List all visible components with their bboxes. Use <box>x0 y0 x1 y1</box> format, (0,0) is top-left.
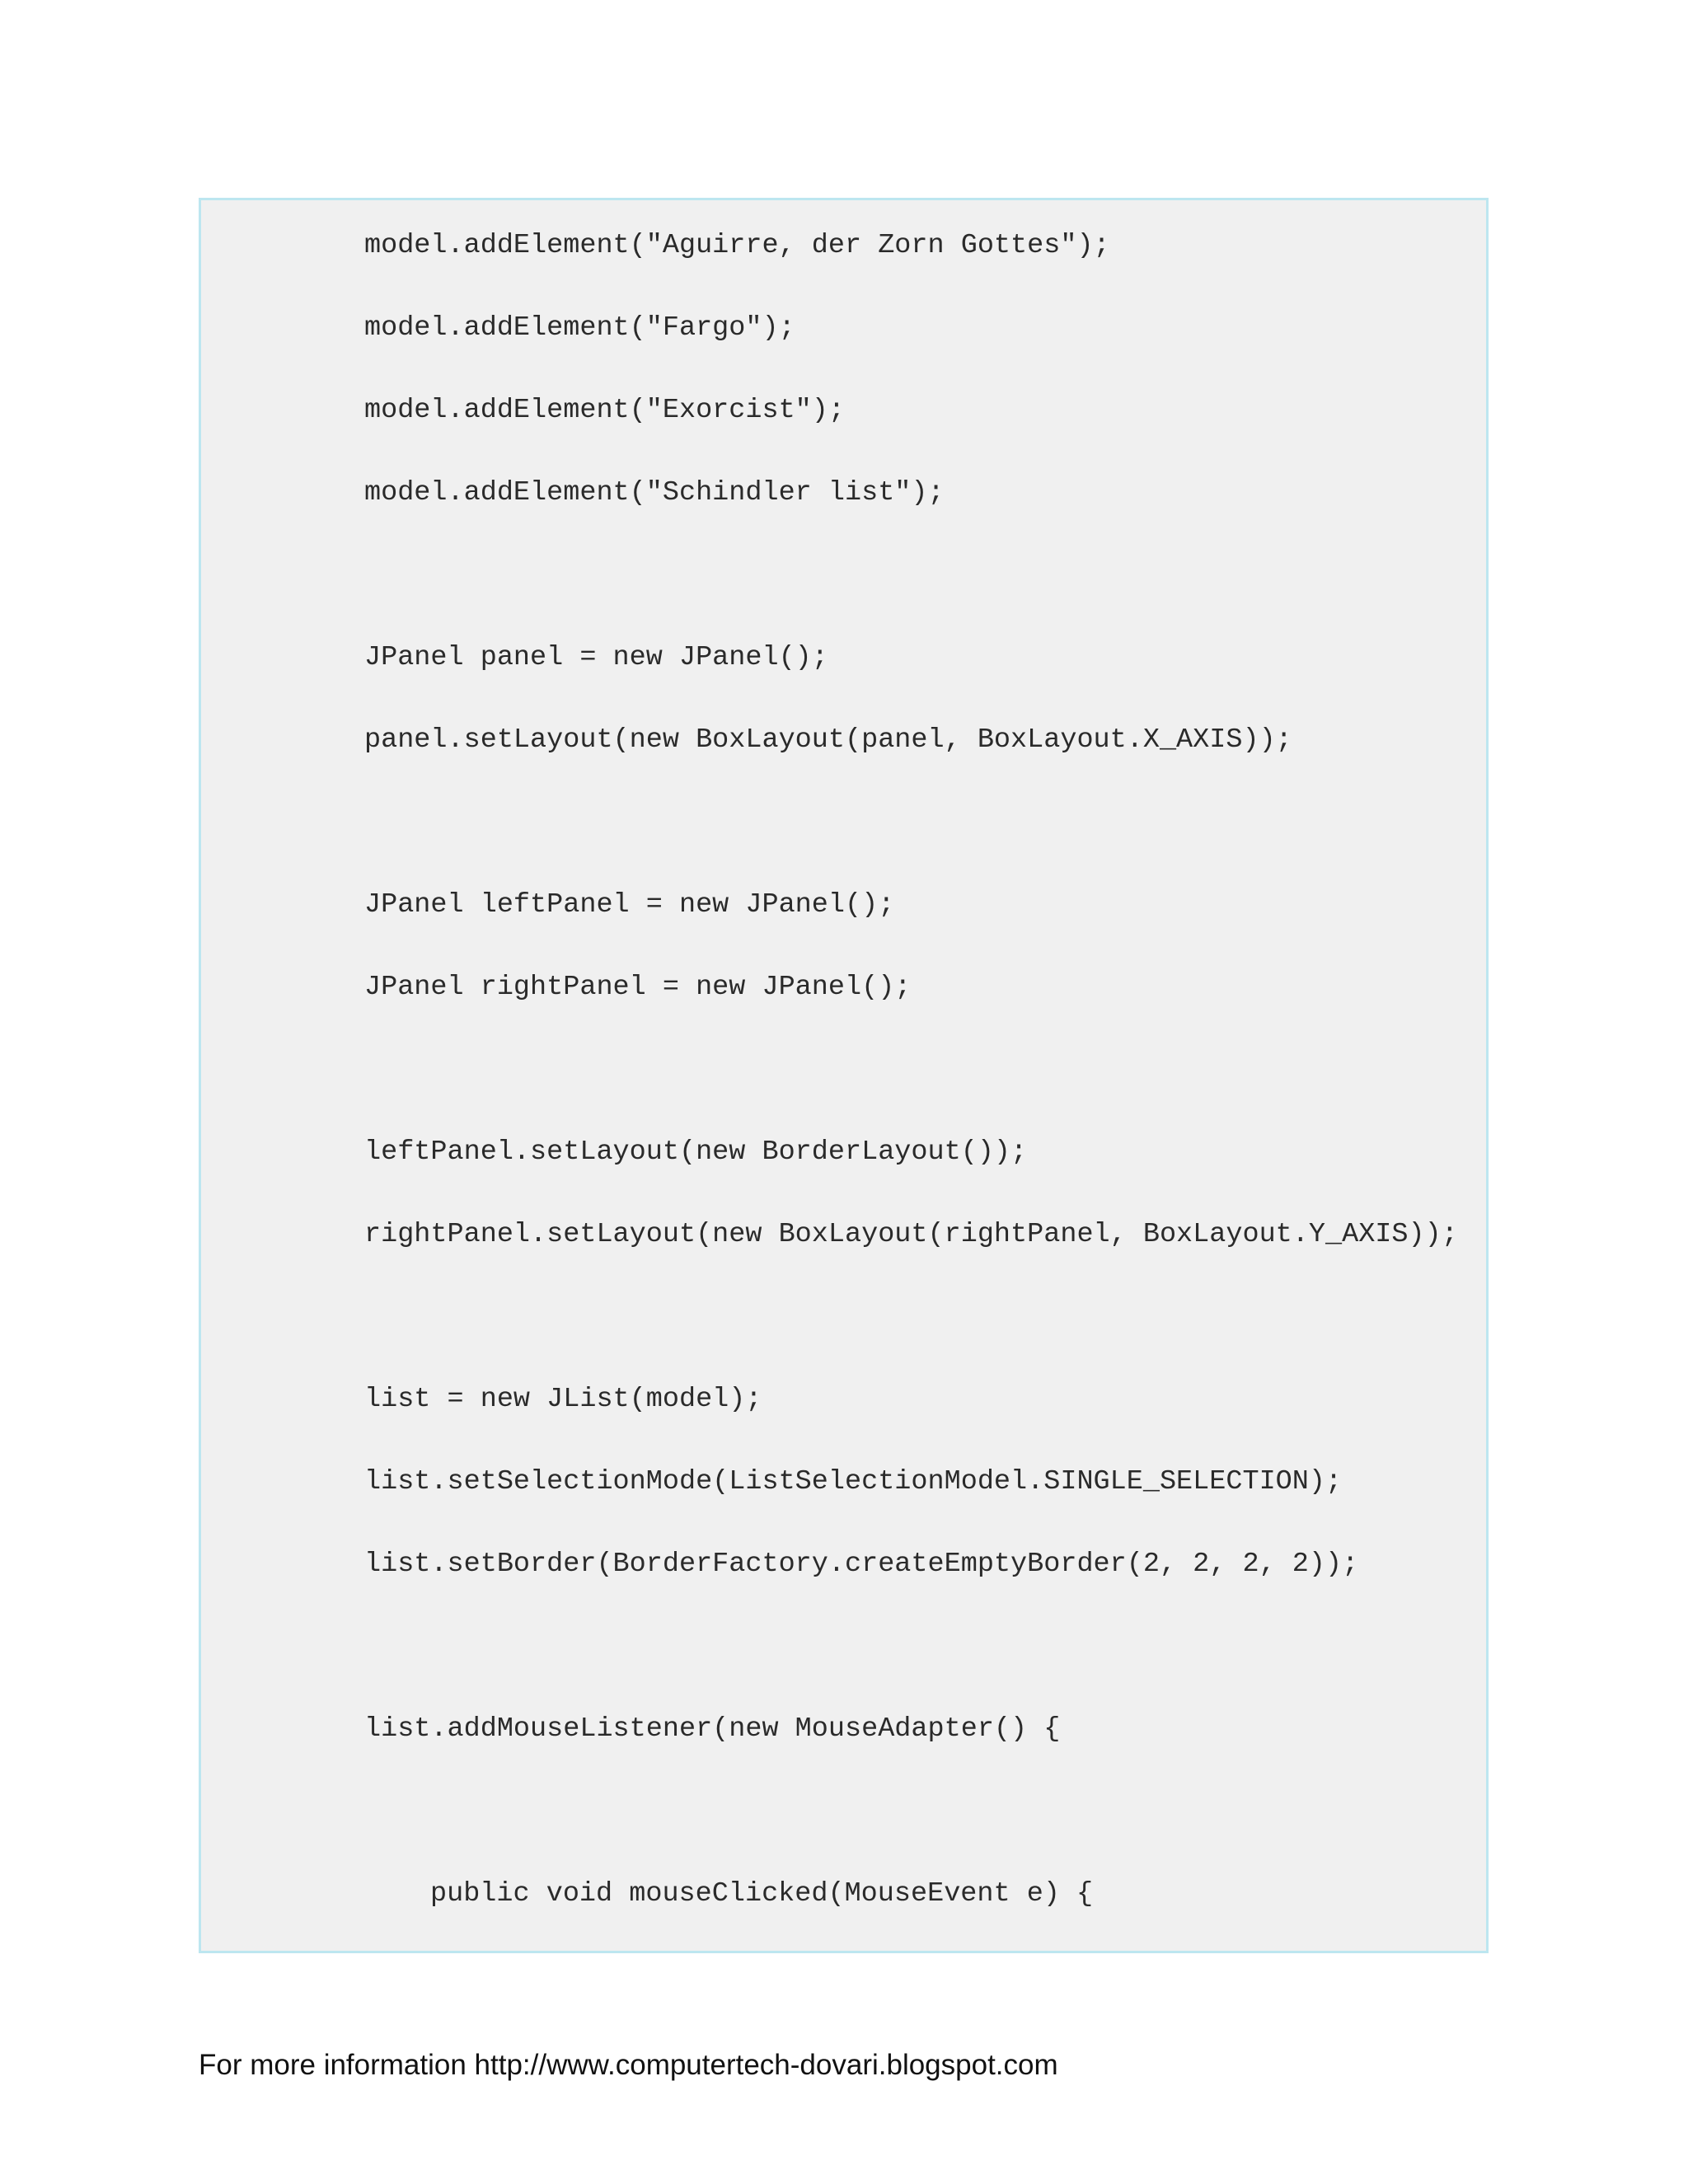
footer-text: For more information http://www.computertech-dovari.blogspot.com <box>199 2049 1058 2081</box>
code-line: leftPanel.setLayout(new BorderLayout()); <box>364 1137 1028 1168</box>
code-line: JPanel rightPanel = new JPanel(); <box>364 972 912 1003</box>
code-line: list = new JList(model); <box>364 1384 762 1415</box>
code-line: JPanel panel = new JPanel(); <box>364 642 828 673</box>
code-line: JPanel leftPanel = new JPanel(); <box>364 889 895 921</box>
code-line: model.addElement("Exorcist"); <box>364 395 845 426</box>
code-line: list.setSelectionMode(ListSelectionModel.SINGLE_SELECTION); <box>364 1466 1343 1497</box>
code-line: list.addMouseListener(new MouseAdapter() { <box>364 1713 1061 1745</box>
code-line: model.addElement("Schindler list"); <box>364 477 945 509</box>
code-line: public void mouseClicked(MouseEvent e) { <box>430 1878 1094 1910</box>
code-line: model.addElement("Aguirre, der Zorn Gottes"); <box>364 230 1110 261</box>
code-line: rightPanel.setLayout(new BoxLayout(rightPanel, BoxLayout.Y_AXIS)); <box>364 1219 1458 1250</box>
code-listing <box>199 198 1489 1953</box>
code-line: panel.setLayout(new BoxLayout(panel, BoxLayout.X_AXIS)); <box>364 724 1292 756</box>
code-line: model.addElement("Fargo"); <box>364 312 795 344</box>
code-line: list.setBorder(BorderFactory.createEmptyBorder(2, 2, 2, 2)); <box>364 1549 1359 1580</box>
